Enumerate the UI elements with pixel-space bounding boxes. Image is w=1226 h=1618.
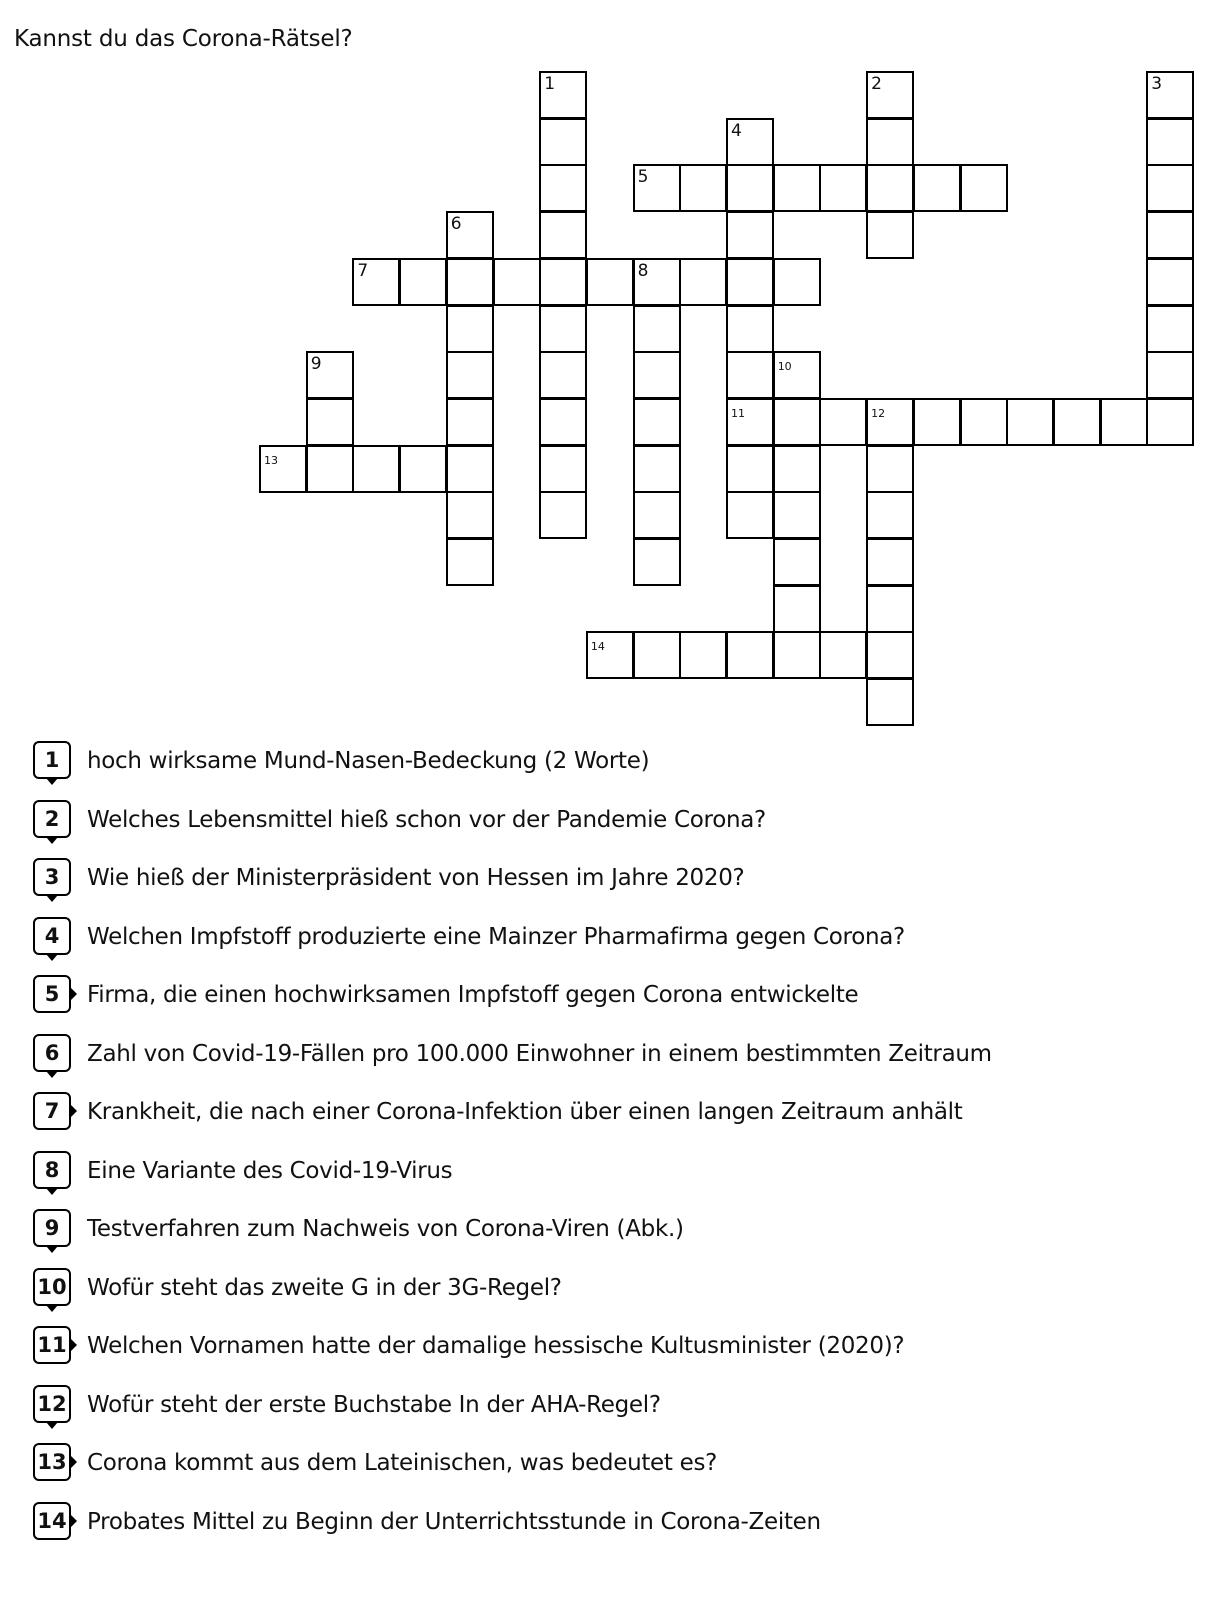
grid-cell[interactable] xyxy=(1146,71,1194,119)
grid-cell[interactable] xyxy=(819,631,867,679)
grid-cell[interactable] xyxy=(819,398,867,446)
cell-number: 4 xyxy=(731,120,742,141)
arrow-down-icon xyxy=(46,1071,58,1078)
grid-cell[interactable] xyxy=(539,491,587,539)
grid-cell[interactable] xyxy=(773,258,821,306)
grid-cell[interactable] xyxy=(539,305,587,353)
clue-text: Corona kommt aus dem Lateinischen, was bedeutet es? xyxy=(87,1450,718,1476)
grid-cell[interactable] xyxy=(539,118,587,166)
arrow-down-icon xyxy=(46,1422,58,1429)
grid-cell[interactable] xyxy=(633,538,681,586)
grid-cell[interactable] xyxy=(539,258,587,306)
cell-number: 14 xyxy=(590,640,605,654)
grid-cell[interactable] xyxy=(633,258,681,306)
grid-cell[interactable] xyxy=(679,164,727,212)
grid-cell[interactable] xyxy=(1146,211,1194,259)
grid-cell[interactable] xyxy=(539,398,587,446)
arrow-right-icon xyxy=(71,988,77,1000)
grid-cell[interactable] xyxy=(866,631,914,679)
grid-cell[interactable] xyxy=(586,258,634,306)
clue-number-badge xyxy=(33,917,71,955)
clue-text: Welchen Impfstoff produzierte eine Mainzer Pharmafirma gegen Corona? xyxy=(87,923,905,950)
clue-text: Eine Variante des Covid-19-Virus xyxy=(87,1157,453,1184)
clue-number-badge xyxy=(33,1268,71,1306)
cell-number: 10 xyxy=(777,360,792,374)
grid-cell[interactable] xyxy=(726,351,774,399)
grid-cell[interactable] xyxy=(960,164,1008,212)
grid-cell[interactable] xyxy=(446,491,494,539)
grid-cell[interactable] xyxy=(726,445,774,493)
clue-number-badge xyxy=(33,975,71,1013)
puzzle-title: Kannst du das Corona-Rätsel? xyxy=(14,26,353,52)
grid-cell[interactable] xyxy=(1100,398,1148,446)
grid-cell[interactable] xyxy=(633,491,681,539)
grid-cell[interactable] xyxy=(493,258,541,306)
grid-cell[interactable] xyxy=(1146,118,1194,166)
grid-cell[interactable] xyxy=(866,538,914,586)
grid-cell[interactable] xyxy=(1006,398,1054,446)
grid-cell[interactable] xyxy=(259,445,307,493)
clue-text: Firma, die einen hochwirksamen Impfstoff gegen Corona entwickelte xyxy=(87,982,859,1008)
cell-number: 5 xyxy=(637,167,649,188)
grid-cell[interactable] xyxy=(446,258,494,306)
clue-number-badge xyxy=(33,1385,71,1423)
grid-cell[interactable] xyxy=(446,351,494,399)
clue-number: 2 xyxy=(44,806,60,831)
grid-cell[interactable] xyxy=(633,445,681,493)
grid-cell[interactable] xyxy=(866,71,914,119)
clue-text: Wofür steht der erste Buchstabe In der AHA-Regel? xyxy=(87,1391,661,1418)
clue-number: 11 xyxy=(37,1333,67,1357)
clue-text: Probates Mittel zu Beginn der Unterrichtsstunde in Corona-Zeiten xyxy=(87,1508,821,1535)
arrow-down-icon xyxy=(46,895,58,902)
cell-number: 9 xyxy=(310,354,322,375)
clue-number: 1 xyxy=(44,748,60,772)
grid-cell[interactable] xyxy=(773,585,821,633)
cell-number: 8 xyxy=(637,260,649,281)
grid-cell[interactable] xyxy=(586,631,634,679)
grid-cell[interactable] xyxy=(446,445,494,493)
grid-cell[interactable] xyxy=(773,164,821,212)
grid-cell[interactable] xyxy=(773,445,821,493)
grid-cell[interactable] xyxy=(866,211,914,259)
grid-cell[interactable] xyxy=(866,491,914,539)
cell-number: 3 xyxy=(1151,74,1163,94)
clue-number-badge xyxy=(33,1443,71,1481)
grid-cell[interactable] xyxy=(633,164,681,212)
clue-number-badge xyxy=(33,741,71,779)
grid-cell[interactable] xyxy=(866,118,914,166)
grid-cell[interactable] xyxy=(960,398,1008,446)
grid-cell[interactable] xyxy=(866,678,914,726)
grid-cell[interactable] xyxy=(352,445,400,493)
grid-cell[interactable] xyxy=(726,118,774,166)
grid-cell[interactable] xyxy=(1146,398,1194,446)
clue-number-badge xyxy=(33,1209,71,1247)
clue-text: Krankheit, die nach einer Corona-Infektion über einen langen Zeitraum anhält xyxy=(87,1099,963,1125)
clue-text: Wie hieß der Ministerpräsident von Hessen im Jahre 2020? xyxy=(87,865,745,891)
grid-cell[interactable] xyxy=(726,491,774,539)
grid-cell[interactable] xyxy=(913,398,961,446)
cell-number: 6 xyxy=(450,214,462,235)
grid-cell[interactable] xyxy=(773,631,821,679)
grid-cell[interactable] xyxy=(446,211,494,259)
clue-number: 6 xyxy=(44,1040,60,1065)
cell-number: 12 xyxy=(871,406,886,420)
clue-number-badge xyxy=(33,1034,71,1072)
arrow-right-icon xyxy=(71,1456,77,1468)
grid-cell[interactable] xyxy=(306,351,354,399)
grid-cell[interactable] xyxy=(633,398,681,446)
grid-cell[interactable] xyxy=(726,305,774,353)
grid-cell[interactable] xyxy=(446,398,494,446)
grid-cell[interactable] xyxy=(446,305,494,353)
clue-number: 12 xyxy=(37,1391,67,1416)
clue-number: 3 xyxy=(44,865,60,889)
clue-number-badge xyxy=(33,858,71,896)
clue-text: Zahl von Covid-19-Fällen pro 100.000 Einwohner in einem bestimmten Zeitraum xyxy=(87,1040,992,1067)
grid-cell[interactable] xyxy=(679,258,727,306)
cell-number: 1 xyxy=(544,74,556,94)
grid-cell[interactable] xyxy=(306,398,354,446)
clue-text: Welches Lebensmittel hieß schon vor der Pandemie Corona? xyxy=(87,806,766,833)
grid-cell[interactable] xyxy=(773,398,821,446)
grid-cell[interactable] xyxy=(1146,258,1194,306)
grid-cell[interactable] xyxy=(913,164,961,212)
grid-cell[interactable] xyxy=(1146,351,1194,399)
clue-number-badge xyxy=(33,1502,71,1540)
grid-cell[interactable] xyxy=(1146,164,1194,212)
clue-number: 10 xyxy=(37,1274,67,1299)
grid-cell[interactable] xyxy=(633,305,681,353)
grid-cell[interactable] xyxy=(399,445,447,493)
clue-text: Wofür steht das zweite G in der 3G-Regel? xyxy=(87,1274,562,1301)
grid-cell[interactable] xyxy=(306,445,354,493)
arrow-down-icon xyxy=(46,778,58,785)
grid-cell[interactable] xyxy=(866,398,914,446)
cell-number: 13 xyxy=(264,453,278,467)
arrow-down-icon xyxy=(46,1305,58,1312)
clue-number-badge xyxy=(33,1092,71,1130)
clue-number-badge xyxy=(33,1151,71,1189)
grid-cell[interactable] xyxy=(726,258,774,306)
grid-cell[interactable] xyxy=(866,445,914,493)
grid-cell[interactable] xyxy=(819,164,867,212)
arrow-down-icon xyxy=(46,954,58,961)
grid-cell[interactable] xyxy=(726,211,774,259)
clue-number: 7 xyxy=(44,1099,60,1123)
cell-number: 2 xyxy=(871,74,882,94)
grid-cell[interactable] xyxy=(1053,398,1101,446)
grid-cell[interactable] xyxy=(446,538,494,586)
arrow-down-icon xyxy=(46,1246,58,1253)
clue-text: Welchen Vornamen hatte der damalige hessische Kultusminister (2020)? xyxy=(87,1333,905,1359)
clue-number: 5 xyxy=(44,982,60,1006)
grid-cell[interactable] xyxy=(539,164,587,212)
arrow-down-icon xyxy=(46,1188,58,1195)
grid-cell[interactable] xyxy=(539,351,587,399)
clue-text: hoch wirksame Mund-Nasen-Bedeckung (2 Worte) xyxy=(87,748,650,774)
grid-cell[interactable] xyxy=(633,631,681,679)
grid-cell[interactable] xyxy=(633,351,681,399)
grid-cell[interactable] xyxy=(773,351,821,399)
crossword-grid xyxy=(0,0,1226,760)
arrow-down-icon xyxy=(46,837,58,844)
clue-number-badge xyxy=(33,800,71,838)
arrow-right-icon xyxy=(71,1515,77,1527)
grid-cell[interactable] xyxy=(866,585,914,633)
grid-cell[interactable] xyxy=(1146,305,1194,353)
arrow-right-icon xyxy=(71,1105,77,1117)
clue-text: Testverfahren zum Nachweis von Corona-Viren (Abk.) xyxy=(87,1216,684,1242)
clue-number: 9 xyxy=(44,1216,60,1240)
grid-cell[interactable] xyxy=(726,164,774,212)
grid-cell[interactable] xyxy=(539,211,587,259)
grid-cell[interactable] xyxy=(539,445,587,493)
clue-number: 14 xyxy=(37,1508,67,1533)
grid-cell[interactable] xyxy=(352,258,400,306)
cell-number: 7 xyxy=(357,260,369,281)
grid-cell[interactable] xyxy=(773,538,821,586)
grid-cell[interactable] xyxy=(399,258,447,306)
arrow-right-icon xyxy=(71,1339,77,1351)
grid-cell[interactable] xyxy=(539,71,587,119)
grid-cell[interactable] xyxy=(726,631,774,679)
clue-number-badge xyxy=(33,1326,71,1364)
grid-cell[interactable] xyxy=(773,491,821,539)
grid-cell[interactable] xyxy=(679,631,727,679)
cell-number: 11 xyxy=(731,406,745,420)
clue-number: 4 xyxy=(44,923,60,948)
grid-cell[interactable] xyxy=(866,164,914,212)
grid-cell[interactable] xyxy=(726,398,774,446)
clue-number: 13 xyxy=(37,1450,67,1474)
clue-number: 8 xyxy=(44,1157,60,1182)
